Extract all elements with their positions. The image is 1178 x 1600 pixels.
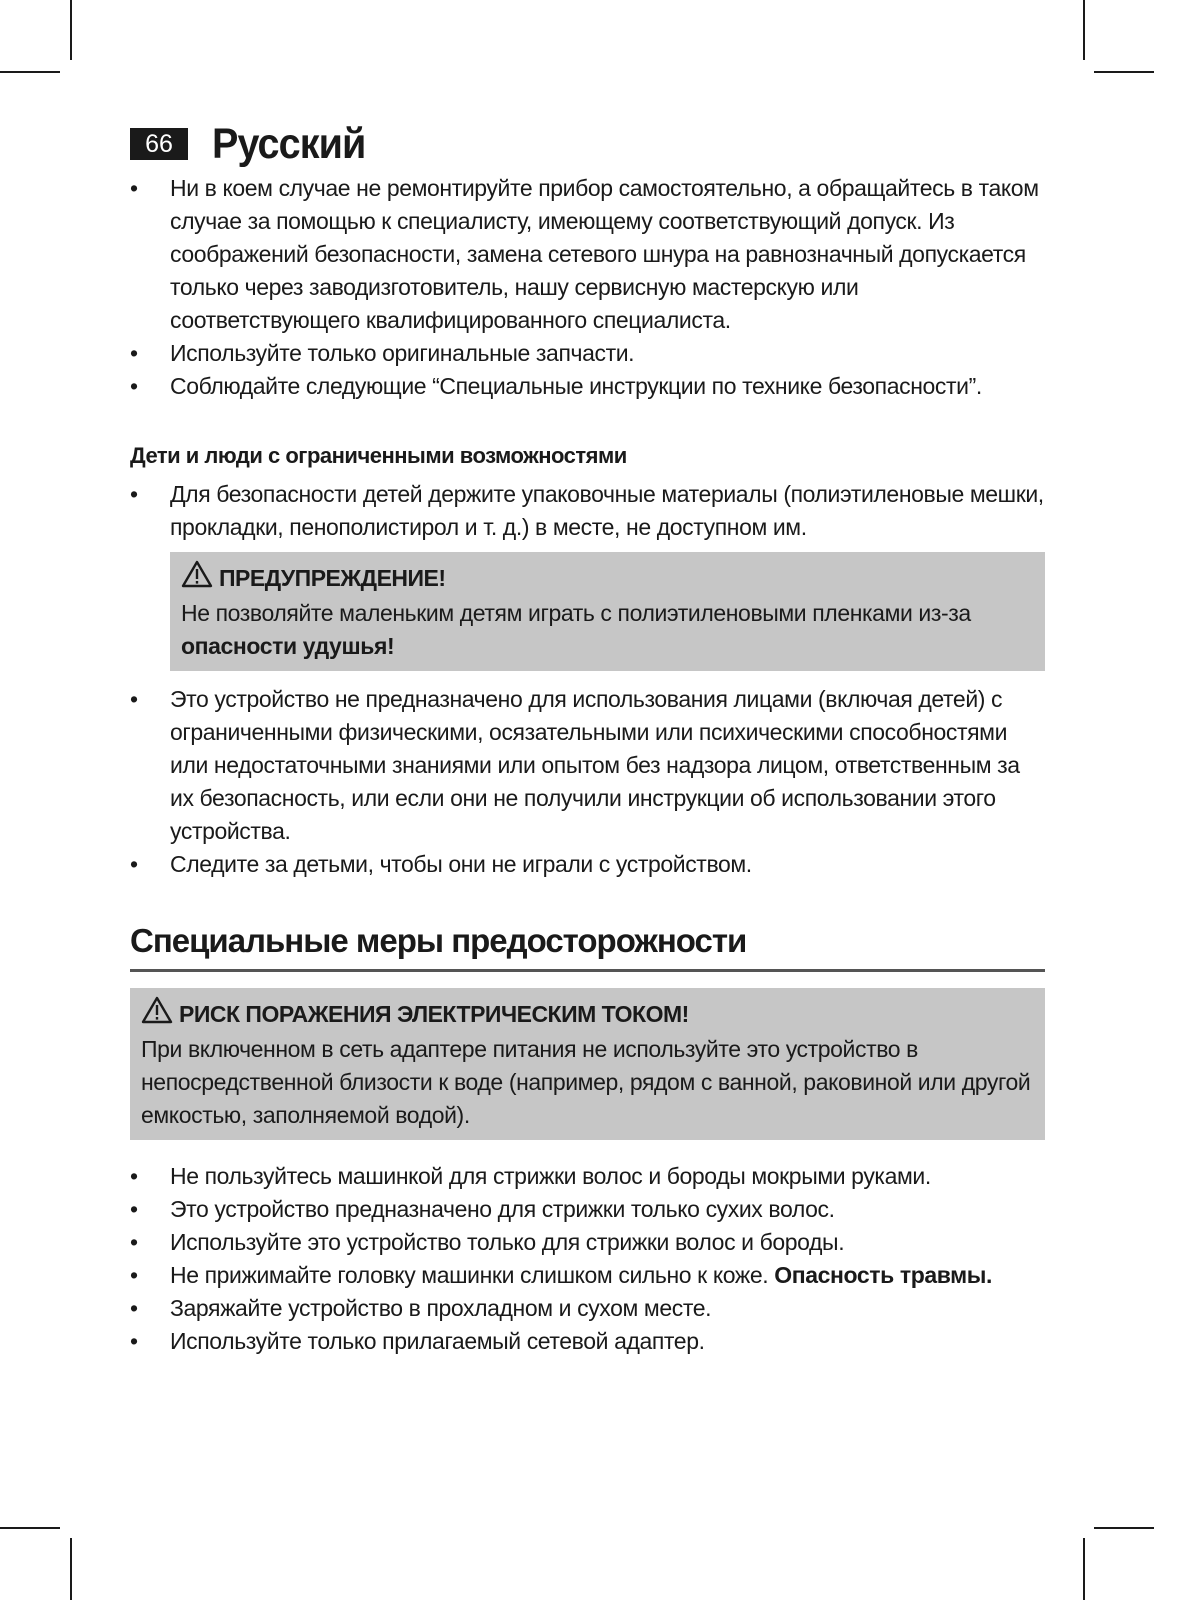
list-item bbox=[130, 1259, 1045, 1292]
crop-mark bbox=[70, 0, 72, 60]
crop-mark bbox=[1094, 1527, 1154, 1529]
crop-mark bbox=[1083, 0, 1085, 60]
warning-title-text: ПРЕДУПРЕЖДЕНИЕ! bbox=[219, 565, 446, 591]
injury-text: Не прижимайте головку машинки слишком сильно к коже. bbox=[170, 1262, 775, 1288]
crop-mark bbox=[0, 71, 60, 73]
risk-title bbox=[141, 996, 1034, 1033]
risk-title-text: РИСК ПОРАЖЕНИЯ ЭЛЕКТРИЧЕСКИМ ТОКОМ! bbox=[179, 1001, 689, 1027]
list-item: • Не пользуйтесь машинкой для стрижки волос и бороды мокрыми руками. bbox=[130, 1160, 1045, 1193]
list-item: • Используйте только прилагаемый сетевой адаптер. bbox=[130, 1325, 1045, 1358]
warning-triangle-icon bbox=[141, 996, 173, 1033]
warning-text-plain: Не позволяйте маленьким детям играть с полиэтиленовыми пленками из-за bbox=[181, 600, 971, 626]
list-item: • Это устройство предназначено для стрижки только сухих волос. bbox=[130, 1193, 1045, 1226]
children-bullet-list-2 bbox=[130, 683, 1045, 881]
crop-mark bbox=[1083, 1538, 1085, 1600]
page-number: 66 bbox=[130, 128, 188, 160]
section-title: Специальные меры предосторожности bbox=[130, 919, 1045, 972]
warning-text bbox=[181, 597, 1035, 663]
list-item: • Ни в коем случае не ремонтируйте прибор самостоятельно, а обращайтесь в таком случае за помощью к специалисту, имеющему соответствующий допуск. Из соображений безопасности, замена сетевого шнура на равнозначный допускается только через заводизготовитель, нашу сервисную мастерскую или соответствующего квалифицированного специалиста. bbox=[130, 172, 1045, 337]
list-item: • Следите за детьми, чтобы они не играли с устройством. bbox=[130, 848, 1045, 881]
list-item: • Для безопасности детей держите упаковочные материалы (полиэтиленовые мешки, прокладки, пенополистирол и т. д.) в месте, не доступном им. bbox=[130, 478, 1045, 544]
crop-mark bbox=[1094, 71, 1154, 73]
warning-box bbox=[170, 552, 1045, 671]
list-item: • Используйте только оригинальные запчасти. bbox=[130, 337, 1045, 370]
crop-mark bbox=[0, 1527, 60, 1529]
children-bullet-list bbox=[130, 478, 1045, 544]
list-item: • Соблюдайте следующие “Специальные инструкции по технике безопасности”. bbox=[130, 370, 1045, 403]
special-bullet-list bbox=[130, 1160, 1045, 1358]
list-item: • Используйте это устройство только для стрижки волос и бороды. bbox=[130, 1226, 1045, 1259]
warning-title bbox=[181, 560, 1035, 597]
list-item: • Это устройство не предназначено для использования лицами (включая детей) с ограниченными физическими, осязательными или психическими способностями или недостаточными знаниями или опытом без надзора лицом, ответственным за их безопасность, или если они не получили инструкции об использовании этого устройства. bbox=[130, 683, 1045, 848]
crop-mark bbox=[70, 1538, 72, 1600]
warning-triangle-icon bbox=[181, 560, 213, 597]
warning-text-bold: опасности удушья! bbox=[181, 633, 395, 659]
page-title: Русский bbox=[212, 120, 366, 168]
risk-box bbox=[130, 988, 1045, 1140]
children-heading: Дети и люди с ограниченными возможностями bbox=[130, 443, 627, 468]
list-item: • Заряжайте устройство в прохладном и сухом месте. bbox=[130, 1292, 1045, 1325]
intro-bullet-list bbox=[130, 172, 1045, 403]
document-body bbox=[130, 172, 1045, 1358]
risk-text: При включенном в сеть адаптере питания не используйте это устройство в непосредственной близости к воде (например, рядом с ванной, раковиной или другой емкостью, заполняемой водой). bbox=[141, 1036, 1031, 1128]
injury-bold: Опасность травмы. bbox=[774, 1262, 993, 1288]
